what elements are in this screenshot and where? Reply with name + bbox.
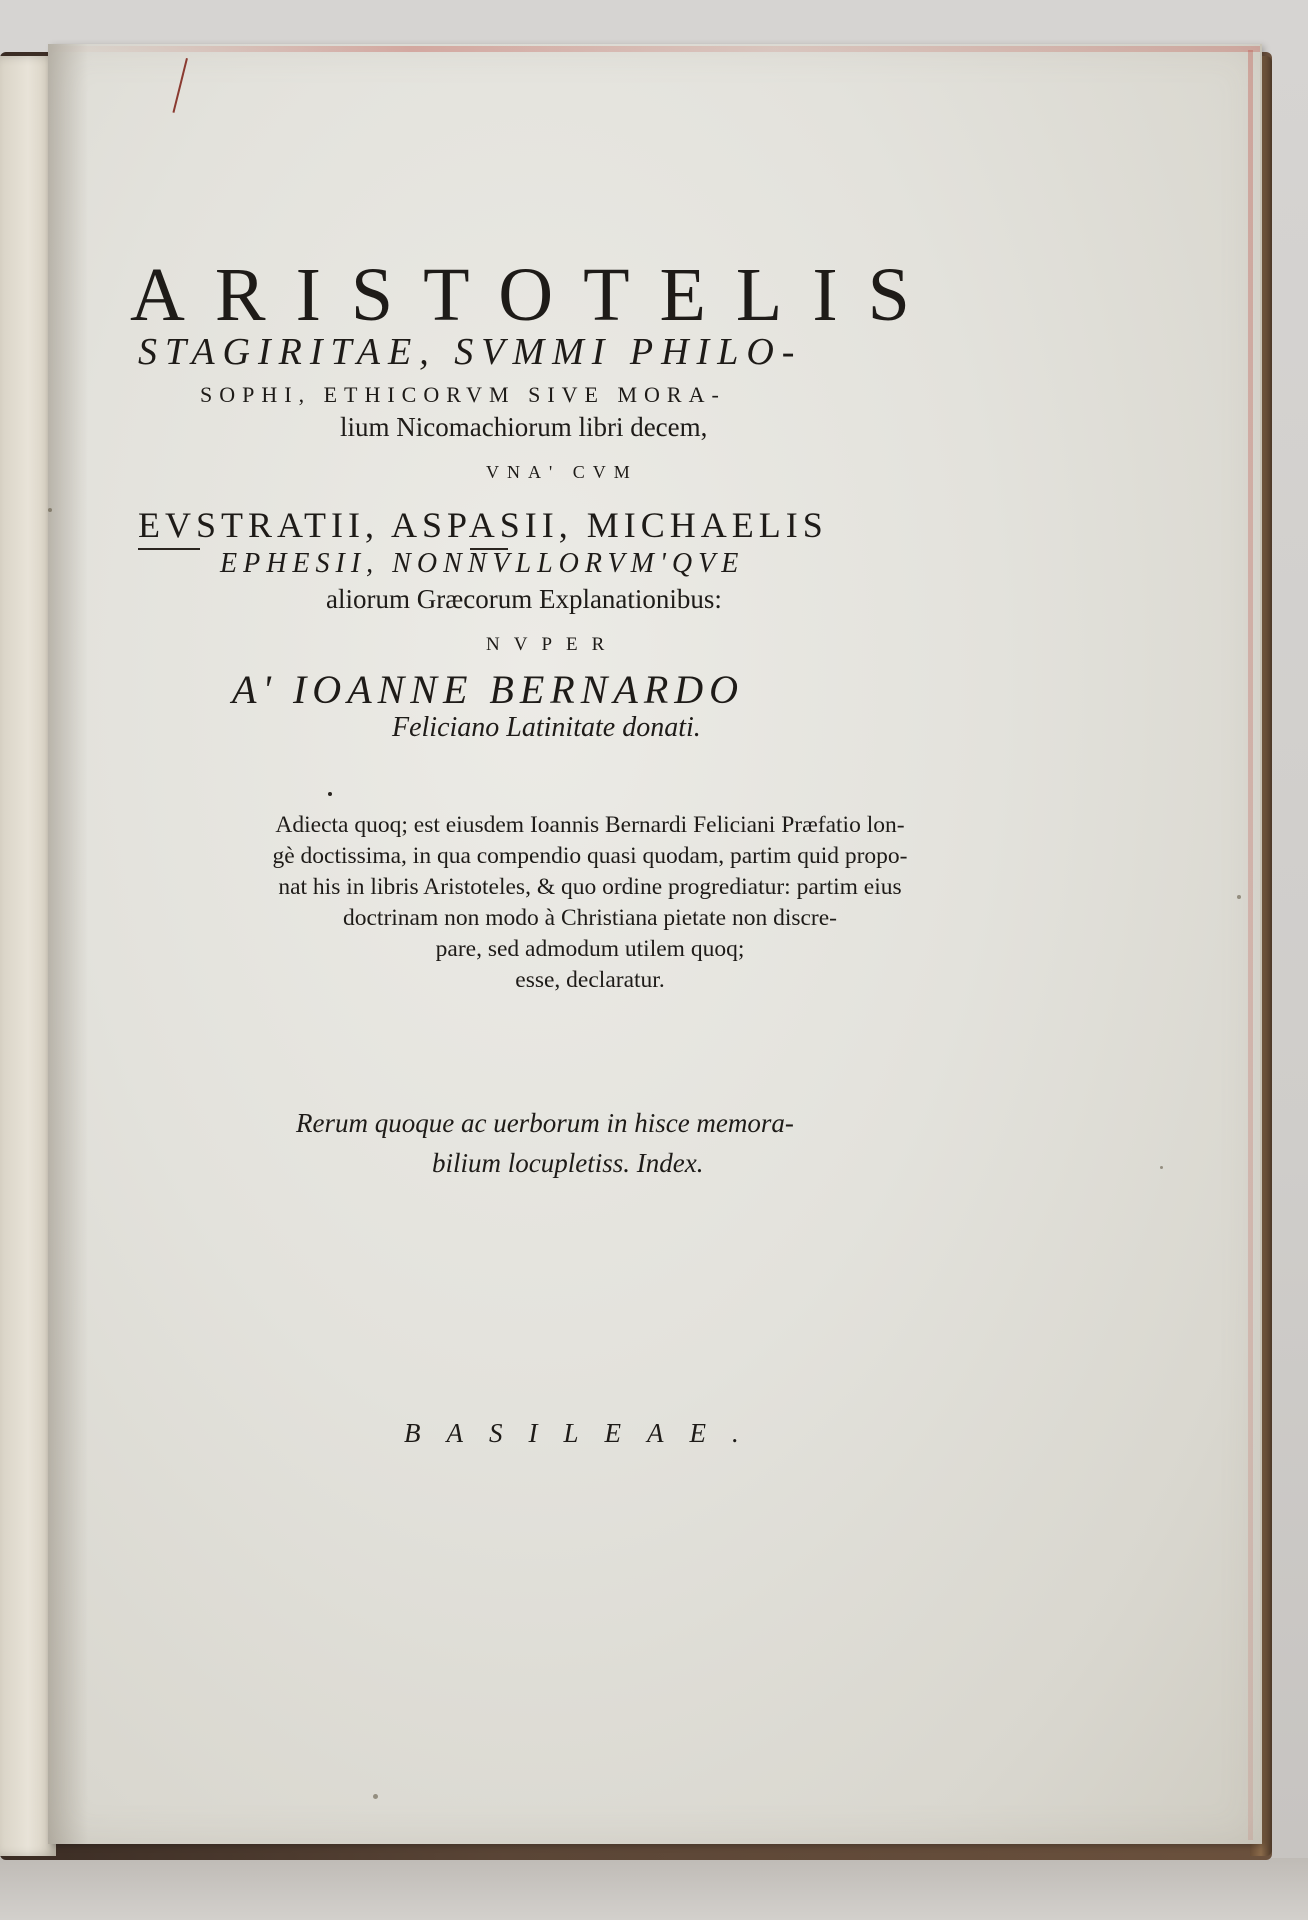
preface-line: esse, declaratur.: [515, 967, 665, 993]
preface-line: pare, sed admodum utilem quoq;: [435, 936, 745, 962]
preface-paragraph: [190, 810, 990, 996]
index-note-line-1: Rerum quoque ac uerborum in hisce memora-: [296, 1108, 794, 1138]
title-line-sophi: SOPHI, ETHICORVM SIVE MORA-: [200, 382, 726, 407]
title-line-ephesii: EPHESII, NONNVLLORVM'QVE: [220, 548, 745, 579]
preface-line: doctrinam non modo à Christiana pietate non discre-: [342, 905, 838, 931]
preface-line: nat his in libris Aristoteles, & quo ordine progrediatur: partim eius: [278, 874, 902, 900]
imprint-place: BASILEAE.: [404, 1418, 765, 1448]
index-note-line-2: bilium locupletiss. Index.: [432, 1148, 704, 1178]
title-line-commentators: EVSTRATII, ASPASII, MICHAELIS: [138, 505, 828, 545]
translator-line: Feliciano Latinitate donati.: [392, 712, 701, 743]
gutter-shadow: [48, 44, 88, 1844]
preface-line: Adiecta quoq; est eiusdem Ioannis Bernardi Feliciani Præfatio lon-: [275, 812, 905, 838]
title-line-nuper: NVPER: [486, 634, 619, 655]
preface-line: gè doctissima, in qua compendio quasi quodam, partim quid propo-: [272, 843, 908, 869]
foxing-spot: [1160, 1166, 1163, 1169]
title-line-aliorum: aliorum Græcorum Explanationibus:: [326, 584, 722, 614]
table-surface: [0, 1858, 1308, 1920]
translator-name: A' IOANNE BERNARDO: [232, 667, 745, 712]
ink-underline: [138, 548, 200, 550]
title-line-stagiritae: STAGIRITAE, SVMMI PHILO-: [138, 331, 803, 373]
title-author: ARISTOTELIS: [130, 253, 940, 337]
red-edge-top: [48, 46, 1260, 52]
title-line-lium: lium Nicomachiorum libri decem,: [340, 412, 708, 442]
foxing-spot: [1237, 895, 1241, 899]
ink-dot: [328, 792, 332, 796]
foxing-spot: [373, 1794, 378, 1799]
title-line-una-cum: VNA' CVM: [486, 462, 638, 482]
foxing-spot: [48, 508, 52, 512]
red-edge-right: [1248, 50, 1253, 1840]
